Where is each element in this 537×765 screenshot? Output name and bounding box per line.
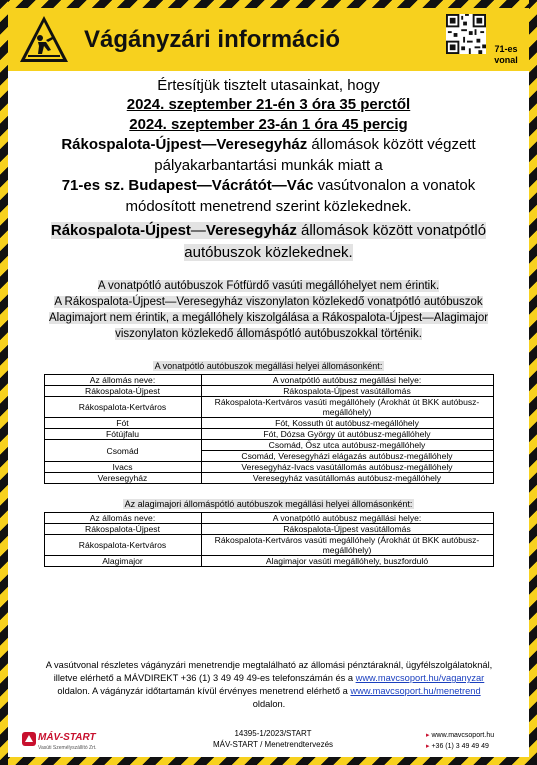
- replacement-paragraph: Rákospalota-Újpest—Veresegyház állomások között vonatpótló autóbuszok közlekednek.: [50, 222, 487, 261]
- station-cell: Csomád: [44, 440, 201, 462]
- works-paragraph: [28, 135, 509, 217]
- stop-cell: Veresegyház vasútállomás autóbusz-megállóhely: [201, 473, 493, 484]
- table-row: [44, 440, 493, 451]
- stop-cell: Veresegyház-Ivacs vasútállomás autóbusz-megállóhely: [201, 462, 493, 473]
- stops-table-1: [44, 374, 494, 484]
- stops-table-2: [44, 512, 494, 567]
- start-datetime: 2024. szeptember 21-én 3 óra 35 perctől: [126, 96, 411, 113]
- table-row: [44, 556, 493, 567]
- stop-cell: Rákospalota-Kertváros vasúti megállóhely (Árokhát út BKK autóbusz-megállóhely): [201, 397, 493, 418]
- footnote-text: oldalon.: [252, 699, 286, 709]
- stops-table-2-title: Az alagimajori állomáspótló autóbuszok megállási helyei állomásonként:: [124, 499, 413, 509]
- intro-text: Értesítjük tisztelt utasainkat, hogy: [157, 77, 380, 94]
- stop-cell: Fót, Dózsa György út autóbusz-megállóhely: [201, 429, 493, 440]
- station-cell: Fót: [44, 418, 201, 429]
- works-reason: állomások között végzett pályakarbantartási munkák miatt a: [154, 136, 476, 174]
- line-number-label: 71-es vonal: [494, 44, 518, 65]
- stop-cell: Csomád, Ősz utca autóbusz-megállóhely: [201, 440, 493, 451]
- table-row: [44, 386, 493, 397]
- web-icon: ▸: [426, 732, 430, 739]
- station-cell: Rákospalota-Kertváros: [44, 397, 201, 418]
- timetable-note: vasútvonalon a vonatok módosított menetrend szerint közlekednek.: [125, 177, 476, 215]
- document-department: MÁV-START / Menetrendtervezés: [212, 740, 334, 749]
- footnote-text: oldalon. A vágányzár időtartamán kívül érvényes menetrend elérhető a: [57, 686, 351, 696]
- stop-cell: Csomád, Veresegyházi elágazás autóbusz-megállóhely: [201, 451, 493, 462]
- table-row: [44, 462, 493, 473]
- station-cell: Fótújfalu: [44, 429, 201, 440]
- footer: [8, 724, 529, 757]
- stop-cell: Alagimajor vasúti megállóhely, buszforduló: [201, 556, 493, 567]
- document-id: [198, 728, 348, 750]
- replacement-text: állomások között vonatpótló autóbuszok közlekednek.: [184, 222, 487, 261]
- vaganyzar-link[interactable]: www.mavcsoport.hu/vaganyzar: [355, 673, 485, 683]
- stops-table-2-block: [28, 494, 509, 567]
- table-row: [44, 429, 493, 440]
- affected-section: Rákospalota-Újpest—Veresegyház: [61, 136, 308, 153]
- brand-subtitle: Vasúti Személyszállító Zrt.: [38, 745, 97, 751]
- stop-cell: Rákospalota-Újpest vasútállomás: [201, 386, 493, 397]
- station-cell: Alagimajor: [44, 556, 201, 567]
- col-header-station: Az állomás neve:: [44, 513, 201, 524]
- col-header-stop: A vonatpótló autóbusz megállási helye:: [201, 375, 493, 386]
- table-row: [44, 473, 493, 484]
- station-cell: Ivacs: [44, 462, 201, 473]
- table-row: [44, 418, 493, 429]
- replacement-to: Veresegyház: [205, 222, 297, 239]
- page-title: Vágányzári információ: [84, 26, 341, 53]
- table-row: [44, 535, 493, 556]
- stops-table-1-title: A vonatpótló autóbuszok megállási helyei állomásonként:: [154, 361, 383, 371]
- hazard-stripe-top: [0, 0, 537, 8]
- notice-body: [28, 76, 509, 567]
- hazard-stripe-left: [0, 0, 8, 765]
- station-cell: Rákospalota-Újpest: [44, 524, 201, 535]
- mav-logo-icon: [22, 732, 36, 746]
- stops-table-1-block: [28, 356, 509, 484]
- col-header-stop: A vonatpótló autóbusz megállási helye:: [201, 513, 493, 524]
- stop-cell: Fót, Kossuth út autóbusz-megállóhely: [201, 418, 493, 429]
- qr-code-icon[interactable]: [446, 14, 486, 54]
- brand-name: MÁV-START: [38, 732, 96, 743]
- menetrend-link[interactable]: www.mavcsoport.hu/menetrend: [350, 686, 481, 696]
- footnote-text: A vasútvonal részletes vágányzári menetrendje megtalálható az állomási pénztáraknál, ügyfélszolgálatoknál, illetve elérhető a MÁVDIREKT +36 (1) 3 49 49 49-es telefonszámán és a: [45, 660, 493, 683]
- website-text[interactable]: www.mavcsoport.hu: [431, 732, 495, 739]
- phone-icon: ▸: [426, 743, 430, 750]
- info-paragraph: [28, 278, 509, 342]
- station-cell: Veresegyház: [44, 473, 201, 484]
- info-line-1: A vonatpótló autóbuszok Fótfürdő vasúti megállóhelyet nem érintik.: [97, 280, 440, 292]
- header-band: [8, 8, 529, 71]
- station-cell: Rákospalota-Újpest: [44, 386, 201, 397]
- info-line-2: A Rákospalota-Újpest—Veresegyház viszonylaton közlekedő vonatpótló autóbuszok Alagimajort nem érintik, a megállóhely kiszolgálása a Rákospalota-Újpest—Alagimajor viszonylaton közlekedő állomáspótló autóbuszokkal történik.: [48, 296, 489, 340]
- table-row: [44, 524, 493, 535]
- stop-cell: Rákospalota-Kertváros vasúti megállóhely (Árokhát út BKK autóbusz-megállóhely): [201, 535, 493, 556]
- col-header-station: Az állomás neve:: [44, 375, 201, 386]
- document-number: 14395-1/2023/START: [234, 729, 312, 738]
- affected-line: 71-es sz. Budapest—Vácrátót—Vác: [61, 177, 314, 194]
- hazard-stripe-bottom: [0, 757, 537, 765]
- end-datetime: 2024. szeptember 23-án 1 óra 45 percig: [129, 116, 408, 133]
- table-row: [44, 397, 493, 418]
- phone-text: +36 (1) 3 49 49 49: [431, 743, 489, 750]
- contact-info: [426, 730, 494, 752]
- notice-content: [8, 8, 529, 757]
- stop-cell: Rákospalota-Újpest vasútállomás: [201, 524, 493, 535]
- footnote-paragraph: [44, 659, 494, 711]
- station-cell: Rákospalota-Kertváros: [44, 535, 201, 556]
- track-work-warning-icon: [18, 14, 70, 66]
- replacement-from: Rákospalota-Újpest: [50, 222, 191, 239]
- hazard-stripe-right: [529, 0, 537, 765]
